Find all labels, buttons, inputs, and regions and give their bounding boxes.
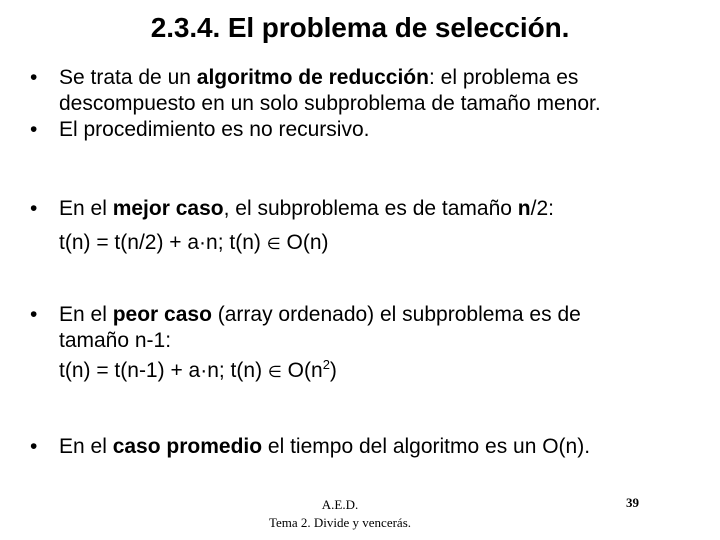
bullet-1-text-a: Se trata de un: [59, 66, 197, 89]
element-of-symbol: ∈: [266, 234, 281, 253]
bullet-4: [30, 302, 581, 328]
bullet-group-4: [30, 434, 590, 460]
footer-course: A.E.D.: [321, 497, 359, 512]
bullet-3-formula: [30, 230, 554, 257]
superscript: 2: [322, 357, 330, 372]
element-of-symbol: ∈: [267, 362, 282, 381]
bullet-dot: •: [30, 303, 38, 326]
bullet-group-3: [30, 302, 581, 385]
bullet-5-text-a: En el: [59, 435, 113, 458]
bullet-group-1: [30, 65, 601, 143]
bullet-3: [30, 196, 554, 222]
formula-part: t(n) = t(n/2) + a·n; t(n): [59, 231, 267, 254]
bullet-4-bold: peor caso: [112, 303, 212, 326]
bullet-1: [30, 65, 601, 91]
bullet-3-bold-1: mejor caso: [112, 197, 224, 220]
slide-title: 2.3.4. El problema de selección.: [150, 12, 570, 43]
bullet-4-text-b: (array ordenado) el subproblema es de: [211, 303, 581, 326]
bullet-dot: •: [30, 435, 38, 458]
bullet-2: [30, 117, 601, 143]
bullet-5-text-b: el tiempo del algoritmo es un O(n).: [262, 435, 591, 458]
bullet-2-text: El procedimiento es no recursivo.: [59, 118, 370, 141]
footer: [255, 496, 425, 532]
bullet-1-text-b: : el problema es: [428, 66, 579, 89]
bullet-dot: •: [30, 118, 38, 141]
bullet-1-line-2: descompuesto en un solo subproblema de tamaño menor.: [59, 92, 601, 115]
bullet-dot: •: [30, 197, 38, 220]
bullet-3-text-a: En el: [59, 197, 113, 220]
bullet-4-formula: [30, 358, 581, 385]
bullet-dot: •: [30, 66, 38, 89]
bullet-group-2: [30, 196, 554, 257]
formula-part: O(n: [281, 359, 323, 382]
bullet-5: [30, 434, 590, 460]
bullet-4-line-2: tamaño n-1:: [59, 329, 172, 352]
footer-topic: Tema 2. Divide y vencerás.: [268, 515, 412, 530]
bullet-1-bold: algoritmo de reducción: [196, 66, 429, 89]
formula-part: ): [329, 359, 337, 382]
bullet-3-text-c: /2:: [530, 197, 554, 220]
bullet-3-bold-2: n: [517, 197, 531, 220]
formula-part: t(n) = t(n-1) + a·n; t(n): [59, 359, 268, 382]
bullet-5-bold: caso promedio: [112, 435, 263, 458]
bullet-4-text-a: En el: [59, 303, 113, 326]
page-number: 39: [626, 495, 639, 510]
bullet-3-text-b: , el subproblema es de tamaño: [223, 197, 518, 220]
formula-part: O(n): [280, 231, 329, 254]
